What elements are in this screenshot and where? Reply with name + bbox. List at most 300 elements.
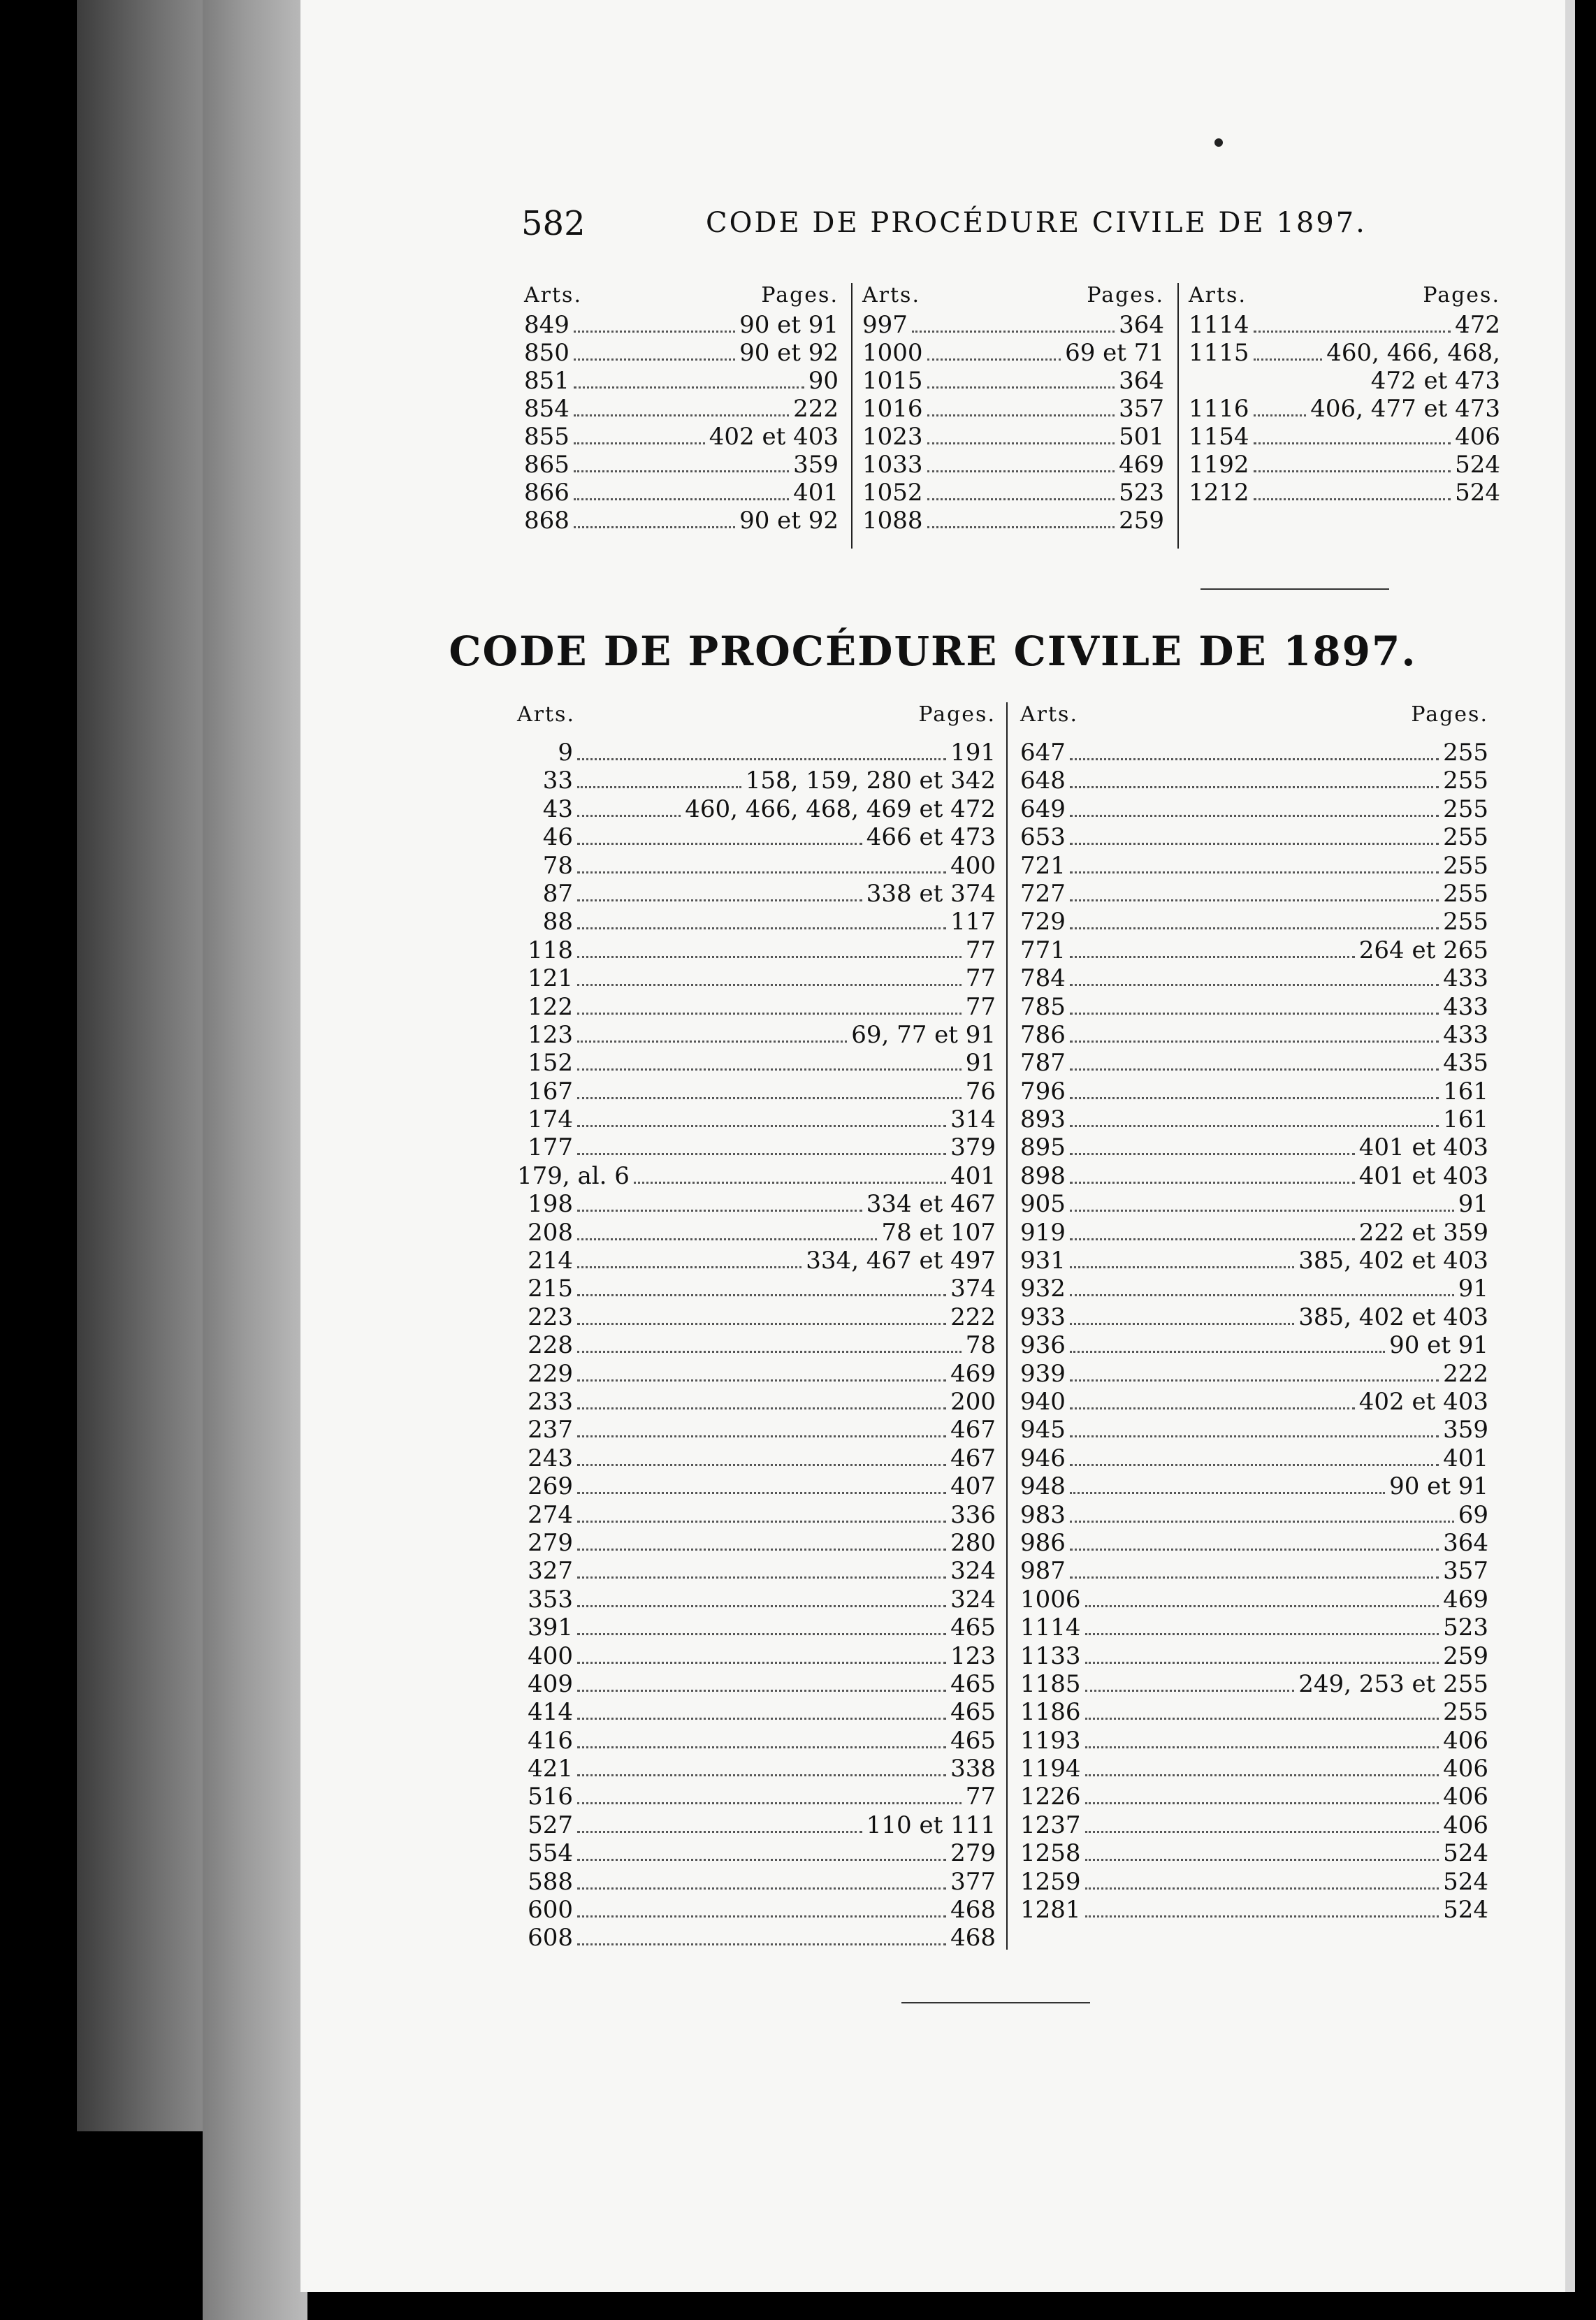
page-refs: 524 xyxy=(1455,479,1500,507)
leader-dots xyxy=(927,396,1115,416)
page-refs: 465 xyxy=(950,1614,996,1642)
article-number: 898 xyxy=(1020,1161,1066,1190)
index-row xyxy=(1020,1811,1488,1839)
leader-dots xyxy=(1085,1756,1439,1776)
leader-dots xyxy=(577,1135,946,1155)
index-row xyxy=(1020,1698,1488,1726)
page-refs: 400 xyxy=(950,851,996,880)
article-number: 647 xyxy=(1020,739,1066,767)
article-number: 987 xyxy=(1020,1557,1066,1586)
index-row xyxy=(517,1472,996,1500)
index-row xyxy=(1020,880,1488,908)
page-refs: 259 xyxy=(1119,507,1164,535)
article-number: 997 xyxy=(862,311,908,339)
index-row xyxy=(1020,1331,1488,1359)
article-number: 865 xyxy=(524,451,570,479)
leader-dots xyxy=(927,368,1115,389)
leader-dots xyxy=(1070,1248,1294,1268)
article-number: 1015 xyxy=(862,367,923,395)
page-refs: 91 xyxy=(1458,1190,1488,1219)
leader-dots xyxy=(577,1784,962,1804)
page-refs: 472 xyxy=(1455,311,1500,339)
page-refs: 324 xyxy=(950,1557,996,1586)
leader-dots xyxy=(577,1389,946,1409)
article-number: 1006 xyxy=(1020,1585,1081,1614)
leader-dots xyxy=(577,768,741,788)
index-row xyxy=(517,1275,996,1303)
leader-dots xyxy=(577,1446,946,1466)
page-refs: 191 xyxy=(950,739,996,767)
leader-dots xyxy=(577,1644,946,1664)
page-refs: 406 xyxy=(1443,1755,1488,1783)
leader-dots xyxy=(634,1163,946,1184)
section-title: CODE DE PROCÉDURE CIVILE DE 1897. xyxy=(449,628,1417,675)
page-refs: 161 xyxy=(1443,1077,1488,1105)
page-refs: 433 xyxy=(1443,1020,1488,1049)
article-number: 945 xyxy=(1020,1416,1066,1444)
page-refs: 314 xyxy=(950,1105,996,1134)
page-refs: 433 xyxy=(1443,964,1488,993)
page-refs: 357 xyxy=(1443,1557,1488,1586)
leader-dots xyxy=(1070,1191,1454,1212)
index-row xyxy=(517,852,996,880)
index-row xyxy=(1020,1868,1488,1896)
leader-dots xyxy=(1085,1587,1439,1607)
page-number: 582 xyxy=(521,204,586,243)
header-arts: Arts. xyxy=(524,283,582,307)
article-number: 771 xyxy=(1020,936,1066,964)
separator-rule xyxy=(1200,588,1389,590)
leader-dots xyxy=(1070,1502,1454,1523)
article-number: 868 xyxy=(524,507,570,535)
leader-dots xyxy=(1070,966,1439,986)
page-refs: 524 xyxy=(1443,1867,1488,1896)
leader-dots xyxy=(1070,881,1439,901)
article-number: 936 xyxy=(1020,1331,1066,1360)
index-row xyxy=(1020,1190,1488,1218)
leader-dots xyxy=(1070,797,1439,817)
index-row xyxy=(1020,1416,1488,1444)
index-row xyxy=(1020,936,1488,964)
index-row xyxy=(524,479,839,507)
leader-dots xyxy=(1070,1333,1385,1353)
page-refs: 90 et 92 xyxy=(739,507,839,535)
leader-dots xyxy=(577,1050,962,1071)
leader-dots xyxy=(1070,994,1439,1015)
article-number: 327 xyxy=(528,1557,573,1586)
leader-dots xyxy=(1254,312,1451,333)
index-row xyxy=(1189,451,1500,479)
leader-dots xyxy=(577,1191,862,1212)
index-row xyxy=(1189,479,1500,507)
page-refs: 200 xyxy=(950,1387,996,1416)
leader-dots xyxy=(927,340,1061,361)
leader-dots xyxy=(577,1417,946,1437)
article-number: 796 xyxy=(1020,1077,1066,1105)
leader-dots xyxy=(577,938,962,958)
leader-dots xyxy=(927,424,1115,444)
leader-dots xyxy=(577,1699,946,1720)
page-refs: 255 xyxy=(1443,767,1488,795)
page-refs: 90 et 92 xyxy=(739,339,839,367)
leader-dots xyxy=(577,1107,946,1127)
article-number: 931 xyxy=(1020,1247,1066,1275)
page-refs: 76 xyxy=(965,1077,996,1105)
index-row xyxy=(1020,823,1488,851)
article-number: 1226 xyxy=(1020,1783,1081,1811)
index-row xyxy=(1020,795,1488,823)
leader-dots xyxy=(574,452,789,472)
index-row xyxy=(517,1303,996,1331)
page-refs: 385, 402 et 403 xyxy=(1298,1303,1488,1331)
leader-dots xyxy=(1254,340,1323,361)
index-row xyxy=(1020,1078,1488,1105)
article-number: 948 xyxy=(1020,1472,1066,1501)
index-row xyxy=(517,908,996,936)
article-number: 409 xyxy=(528,1669,573,1698)
leader-dots xyxy=(1070,825,1439,845)
index-row xyxy=(517,1021,996,1049)
page-refs: 255 xyxy=(1443,908,1488,936)
article-number: 1193 xyxy=(1020,1726,1081,1755)
page-refs: 161 xyxy=(1443,1105,1488,1134)
page-refs: 78 et 107 xyxy=(881,1218,996,1247)
column-header xyxy=(862,283,1164,311)
leader-dots xyxy=(577,1672,946,1692)
index-row xyxy=(517,739,996,767)
article-number: 649 xyxy=(1020,795,1066,823)
leader-dots xyxy=(1070,938,1355,958)
leader-dots xyxy=(577,1728,946,1748)
article-number: 1192 xyxy=(1189,451,1249,479)
page-refs: 401 xyxy=(1443,1444,1488,1472)
page-refs: 222 xyxy=(950,1303,996,1331)
article-number: 1259 xyxy=(1020,1867,1081,1896)
article-number: 237 xyxy=(528,1416,573,1444)
article-number: 243 xyxy=(528,1444,573,1472)
leader-dots xyxy=(577,909,946,929)
page-refs: 406 xyxy=(1443,1811,1488,1839)
index-row xyxy=(517,823,996,851)
article-number: 854 xyxy=(524,395,570,423)
page-refs: 264 et 265 xyxy=(1358,936,1488,964)
page-refs: 255 xyxy=(1443,823,1488,852)
index-row xyxy=(517,1896,996,1924)
index-row xyxy=(1020,1839,1488,1867)
article-number: 784 xyxy=(1020,964,1066,993)
index-row xyxy=(1020,1105,1488,1133)
index-row xyxy=(1020,1049,1488,1077)
article-number: 118 xyxy=(528,936,573,964)
index-row xyxy=(1020,1529,1488,1557)
leader-dots xyxy=(1085,1644,1439,1664)
index-row xyxy=(524,311,839,339)
page-refs: 77 xyxy=(965,1783,996,1811)
article-number: 269 xyxy=(528,1472,573,1501)
page-refs: 467 xyxy=(950,1444,996,1472)
leader-dots xyxy=(574,368,804,389)
index-row xyxy=(524,367,839,395)
leader-dots xyxy=(577,1220,877,1240)
leader-dots xyxy=(577,1869,946,1890)
article-number: 228 xyxy=(528,1331,573,1360)
article-number: 986 xyxy=(1020,1528,1066,1557)
index-row xyxy=(517,1839,996,1867)
page-refs: 435 xyxy=(1443,1049,1488,1078)
article-number: 855 xyxy=(524,423,570,451)
article-number: 786 xyxy=(1020,1020,1066,1049)
page-refs: 460, 466, 468, 469 et 472 xyxy=(685,795,996,823)
index-row xyxy=(524,339,839,367)
article-number: 1194 xyxy=(1020,1755,1081,1783)
leader-dots xyxy=(1254,452,1451,472)
article-number: 588 xyxy=(528,1867,573,1896)
page-refs: 465 xyxy=(950,1726,996,1755)
leader-dots xyxy=(1070,1389,1355,1409)
index-row xyxy=(1020,1501,1488,1529)
article-number: 121 xyxy=(528,964,573,993)
page-refs: 467 xyxy=(950,1416,996,1444)
article-number: 895 xyxy=(1020,1133,1066,1162)
leader-dots xyxy=(1070,1361,1439,1382)
header-arts: Arts. xyxy=(517,702,575,727)
leader-dots xyxy=(1070,1163,1355,1184)
leader-dots xyxy=(1070,853,1439,873)
article-number: 353 xyxy=(528,1585,573,1614)
leader-dots xyxy=(577,1361,946,1382)
article-number: 1212 xyxy=(1189,479,1249,507)
article-number: 905 xyxy=(1020,1190,1066,1219)
index-row xyxy=(862,451,1164,479)
article-number: 1115 xyxy=(1189,339,1249,367)
leader-dots xyxy=(1070,909,1439,929)
article-number: 1114 xyxy=(1020,1614,1081,1642)
leader-dots xyxy=(574,340,735,361)
index-row xyxy=(517,1360,996,1388)
index-row xyxy=(517,1557,996,1585)
leader-dots xyxy=(574,508,735,528)
index-row xyxy=(1020,1783,1488,1811)
article-number: 416 xyxy=(528,1726,573,1755)
article-number: 787 xyxy=(1020,1049,1066,1078)
article-number: 939 xyxy=(1020,1359,1066,1388)
article-number: 198 xyxy=(528,1190,573,1219)
article-number: 123 xyxy=(528,1020,573,1049)
page-refs: 69 et 71 xyxy=(1065,339,1164,367)
top-index-table xyxy=(524,283,1596,549)
article-number: 727 xyxy=(1020,879,1066,908)
page-refs: 468 xyxy=(950,1896,996,1924)
header-pages: Pages. xyxy=(1411,702,1488,727)
index-row xyxy=(1020,1755,1488,1783)
index-row xyxy=(517,1247,996,1275)
index-row xyxy=(517,1529,996,1557)
article-number: 274 xyxy=(528,1500,573,1529)
leader-dots xyxy=(927,452,1115,472)
article-number: 850 xyxy=(524,339,570,367)
index-row xyxy=(1020,1670,1488,1698)
leader-dots xyxy=(577,1615,946,1635)
index-row xyxy=(517,880,996,908)
article-number: 174 xyxy=(528,1105,573,1134)
page-refs: 158, 159, 280 et 342 xyxy=(745,767,996,795)
leader-dots xyxy=(577,1558,946,1579)
index-row xyxy=(1020,1388,1488,1416)
article-number: 1281 xyxy=(1020,1896,1081,1924)
page-refs: 255 xyxy=(1443,1698,1488,1727)
index-row xyxy=(517,1698,996,1726)
index-row xyxy=(517,1924,996,1952)
article-number: 1016 xyxy=(862,395,923,423)
page-refs: 406 xyxy=(1443,1726,1488,1755)
leader-dots xyxy=(577,881,862,901)
page-refs: 69 xyxy=(1458,1500,1488,1529)
page-refs: 117 xyxy=(950,908,996,936)
leader-dots xyxy=(1085,1672,1295,1692)
page-refs: 465 xyxy=(950,1698,996,1727)
main-col-left xyxy=(517,702,996,1952)
leader-dots xyxy=(577,1305,946,1325)
index-row xyxy=(862,507,1164,535)
index-row xyxy=(517,767,996,795)
leader-dots xyxy=(577,1079,962,1099)
page-refs: 364 xyxy=(1119,311,1164,339)
leader-dots xyxy=(574,312,735,333)
page-refs: 406, 477 et 473 xyxy=(1310,395,1500,423)
index-row xyxy=(1020,1021,1488,1049)
page-refs: 78 xyxy=(965,1331,996,1360)
index-row xyxy=(517,1614,996,1641)
index-row xyxy=(1189,311,1500,339)
article-number: 167 xyxy=(528,1077,573,1105)
leader-dots xyxy=(1070,1305,1294,1325)
article-number: 214 xyxy=(528,1247,573,1275)
page-refs: 90 xyxy=(808,367,839,395)
article-number: 983 xyxy=(1020,1500,1066,1529)
header-arts: Arts. xyxy=(1020,702,1078,727)
article-number: 9 xyxy=(558,739,573,767)
index-row xyxy=(1020,1247,1488,1275)
index-row xyxy=(1189,367,1500,395)
page-refs: 377 xyxy=(950,1867,996,1896)
top-col-1 xyxy=(524,283,839,549)
leader-dots xyxy=(1070,1417,1439,1437)
page-refs: 469 xyxy=(1443,1585,1488,1614)
article-number: 1186 xyxy=(1020,1698,1081,1727)
article-number: 653 xyxy=(1020,823,1066,852)
leader-dots xyxy=(577,994,962,1015)
page-refs: 385, 402 et 403 xyxy=(1298,1247,1488,1275)
page-refs: 401 et 403 xyxy=(1358,1133,1488,1162)
leader-dots xyxy=(927,508,1115,528)
index-row xyxy=(1020,993,1488,1021)
page-refs: 501 xyxy=(1119,423,1164,451)
page-refs: 407 xyxy=(950,1472,996,1501)
article-number: 1133 xyxy=(1020,1641,1081,1670)
index-row xyxy=(517,1444,996,1472)
index-row xyxy=(524,423,839,451)
article-number: 208 xyxy=(528,1218,573,1247)
article-number: 849 xyxy=(524,311,570,339)
top-col-3 xyxy=(1177,283,1500,549)
leader-dots xyxy=(577,966,962,986)
page-refs: 460, 466, 468, xyxy=(1326,339,1500,367)
index-row xyxy=(517,1416,996,1444)
index-row xyxy=(1020,1642,1488,1670)
page-refs: 523 xyxy=(1119,479,1164,507)
leader-dots xyxy=(1085,1699,1439,1720)
leader-dots xyxy=(1085,1841,1439,1861)
page-refs: 77 xyxy=(965,992,996,1021)
leader-dots xyxy=(577,1925,946,1945)
page-refs: 77 xyxy=(965,964,996,993)
index-row xyxy=(1020,1614,1488,1641)
article-number: 421 xyxy=(528,1755,573,1783)
page-refs: 338 xyxy=(950,1755,996,1783)
leader-dots xyxy=(574,424,705,444)
index-row xyxy=(517,1162,996,1190)
scan-book-edge xyxy=(203,0,307,2320)
index-row xyxy=(517,964,996,992)
index-row xyxy=(517,936,996,964)
index-row xyxy=(1020,1727,1488,1755)
leader-dots xyxy=(1070,1135,1355,1155)
page-refs: 524 xyxy=(1443,1896,1488,1924)
index-row xyxy=(517,1105,996,1133)
page-refs: 465 xyxy=(950,1669,996,1698)
leader-dots xyxy=(577,1897,946,1917)
index-row xyxy=(517,1049,996,1077)
leader-dots xyxy=(577,1022,847,1043)
page-refs: 255 xyxy=(1443,879,1488,908)
article-number: 608 xyxy=(528,1924,573,1952)
article-number: 400 xyxy=(528,1641,573,1670)
leader-dots xyxy=(577,1756,946,1776)
article-number: 721 xyxy=(1020,851,1066,880)
index-row xyxy=(517,1388,996,1416)
leader-dots xyxy=(1070,1474,1385,1494)
index-row xyxy=(517,1755,996,1783)
article-number: 46 xyxy=(542,823,573,852)
index-row xyxy=(862,479,1164,507)
index-row xyxy=(524,451,839,479)
article-number: 279 xyxy=(528,1528,573,1557)
index-row xyxy=(524,507,839,535)
page-refs: 469 xyxy=(950,1359,996,1388)
article-number: 554 xyxy=(528,1839,573,1868)
index-row xyxy=(524,395,839,423)
leader-dots xyxy=(1085,1869,1439,1890)
index-row xyxy=(1020,1133,1488,1161)
page-refs: 259 xyxy=(1443,1641,1488,1670)
header-pages: Pages. xyxy=(761,283,839,307)
page-refs: 401 xyxy=(793,479,839,507)
article-number: 729 xyxy=(1020,908,1066,936)
page-refs: 359 xyxy=(1443,1416,1488,1444)
leader-dots xyxy=(577,1276,946,1296)
index-row xyxy=(1020,1444,1488,1472)
index-row xyxy=(1020,1360,1488,1388)
index-row xyxy=(1189,339,1500,367)
leader-dots xyxy=(577,1333,962,1353)
article-number: 1116 xyxy=(1189,395,1249,423)
page-refs: 90 et 91 xyxy=(1389,1472,1488,1501)
leader-dots xyxy=(1070,1050,1439,1071)
leader-dots xyxy=(1070,1022,1439,1043)
header-pages: Pages. xyxy=(1423,283,1500,307)
article-number: 33 xyxy=(542,767,573,795)
leader-dots xyxy=(1070,1530,1439,1551)
